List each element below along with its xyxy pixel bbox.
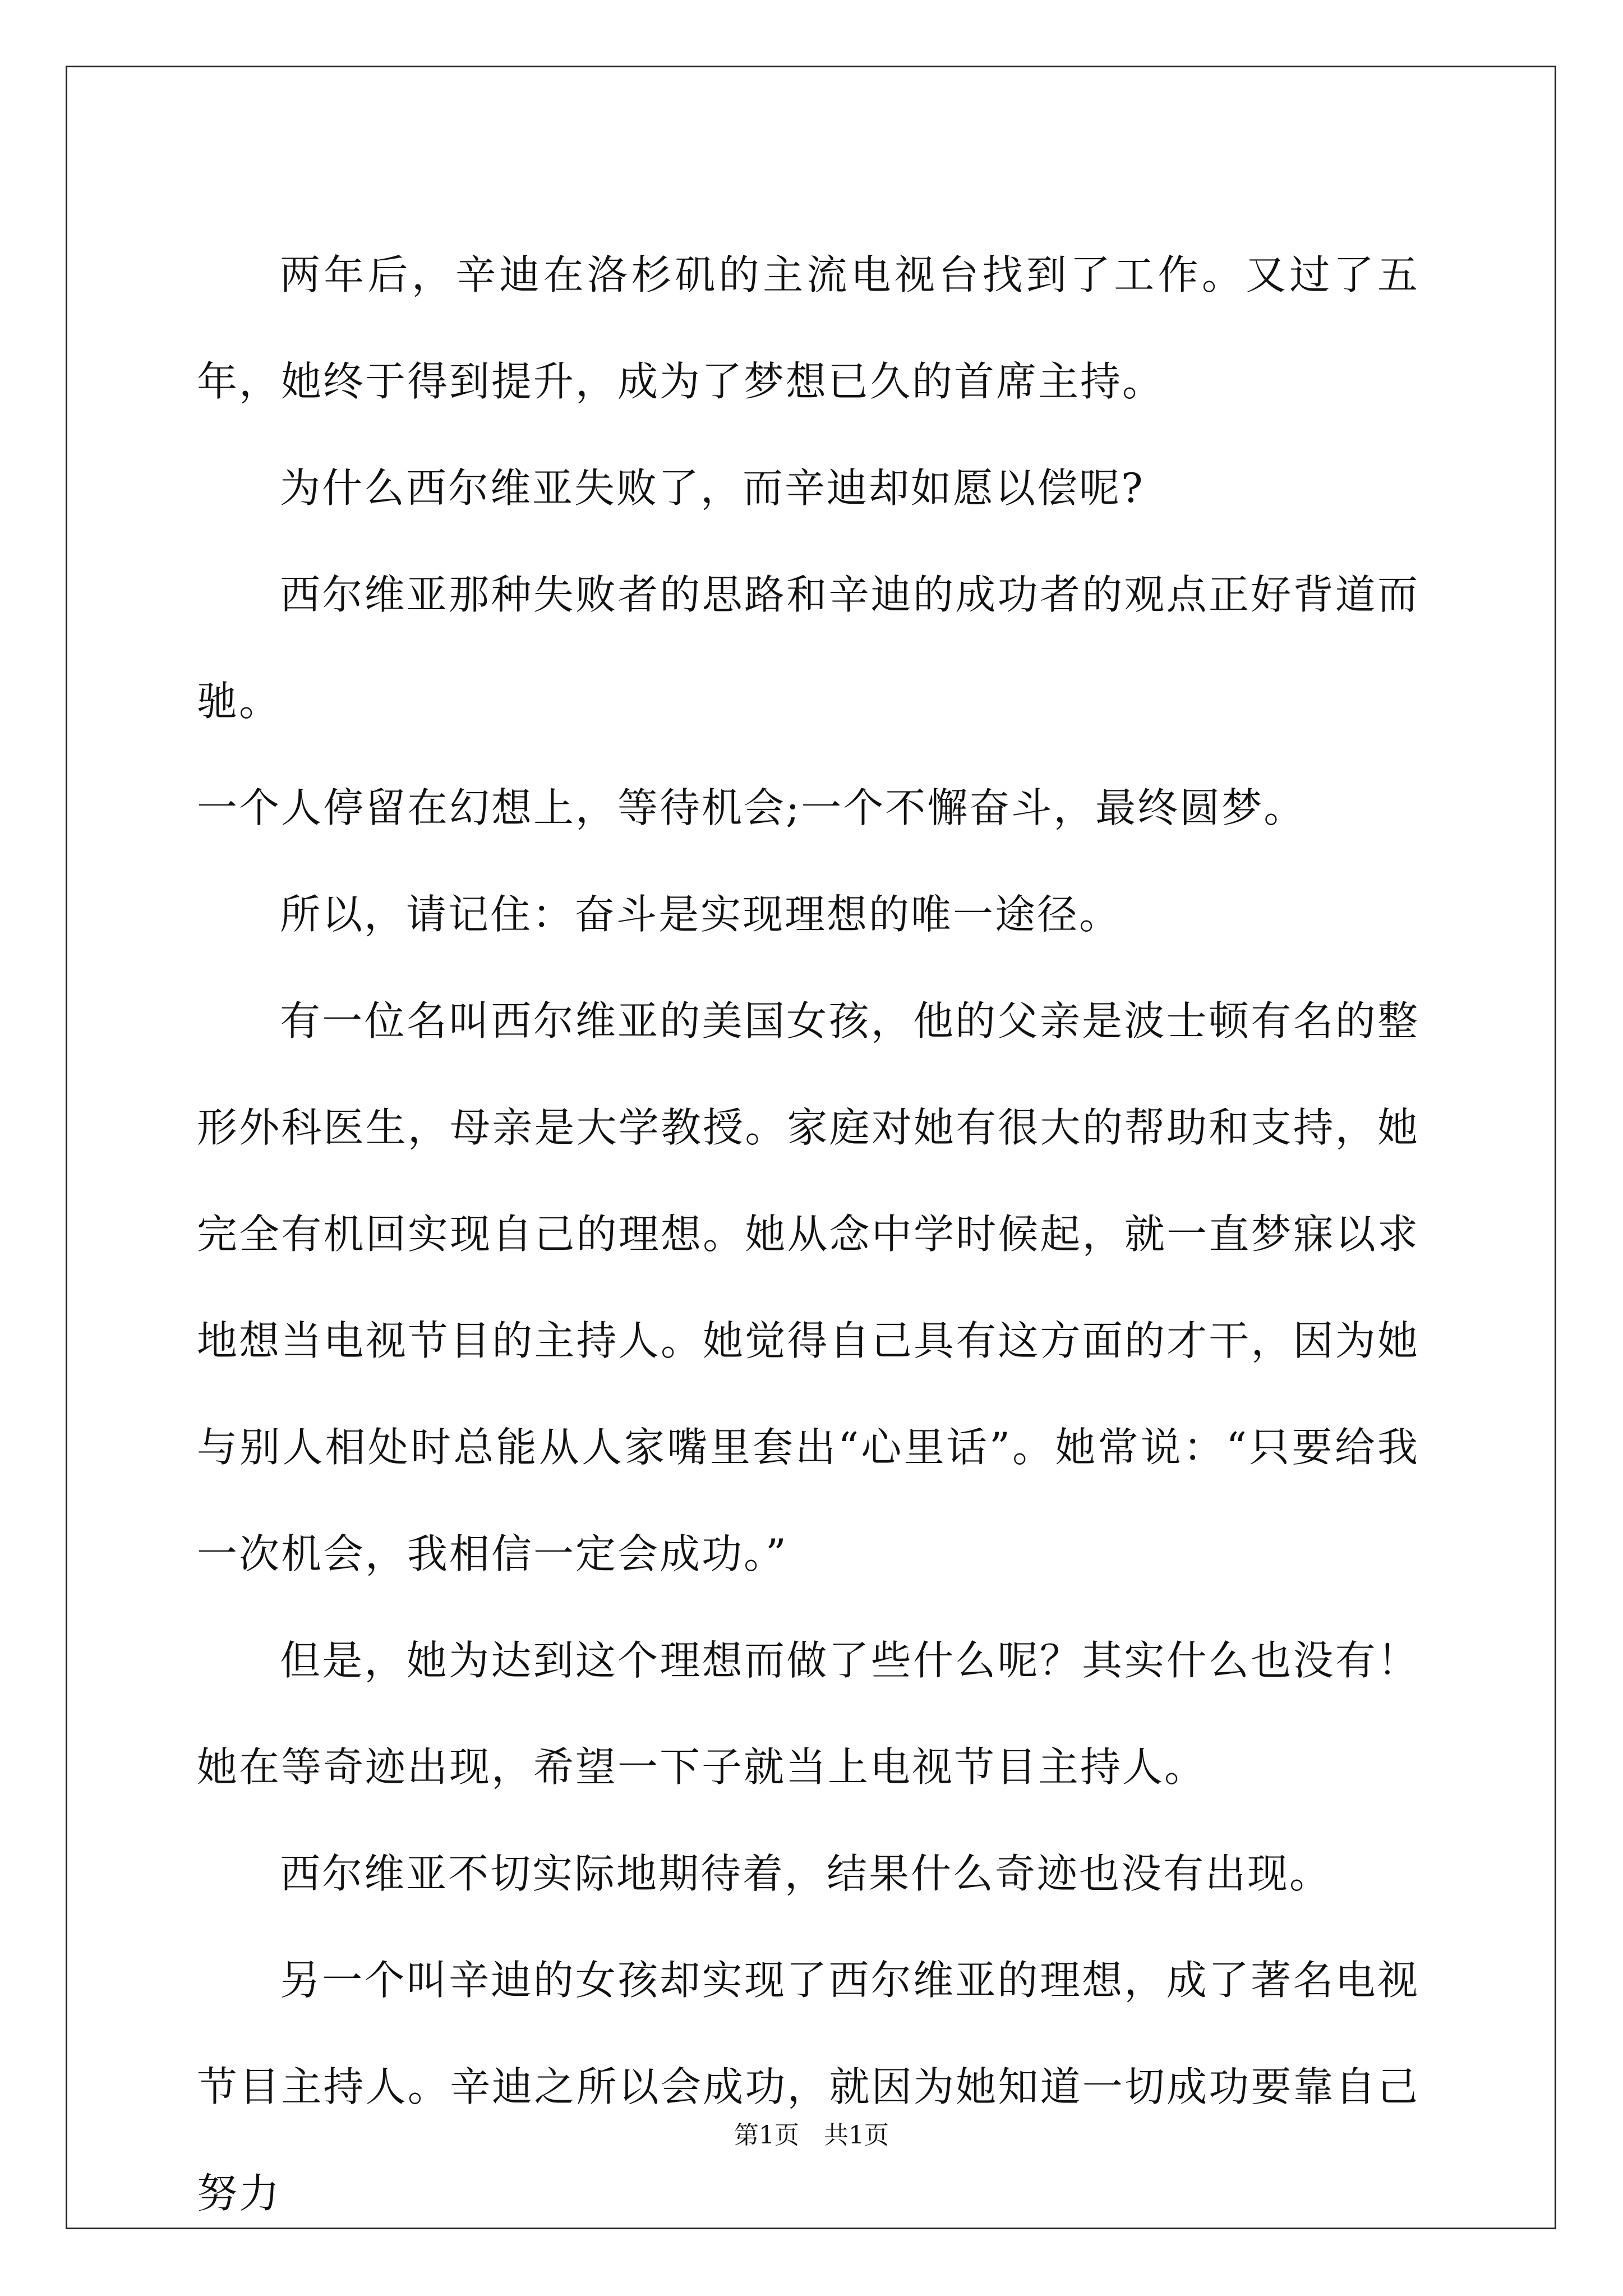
document-body bbox=[197, 222, 1419, 2247]
paragraph-9: 另一个叫辛迪的女孩却实现了西尔维亚的理想，成了著名电视节目主持人。辛迪之所以会成功，就因为她知道一切成功要靠自己努力 bbox=[197, 1957, 1419, 2217]
paragraph-8: 西尔维亚不切实际地期待着，结果什么奇迹也没有出现。 bbox=[280, 1850, 1332, 1897]
paragraph-3: 西尔维亚那种失败者的思路和辛迪的成功者的观点正好背道而驰。 bbox=[197, 571, 1419, 725]
paragraph-5: 所以，请记住：奋斗是实现理想的唯一途径。 bbox=[280, 891, 1122, 938]
paragraph-2: 为什么西尔维亚失败了，而辛迪却如愿以偿呢? bbox=[280, 464, 1145, 512]
paragraph-1: 两年后，辛迪在洛杉矶的主流电视台找到了工作。又过了五年，她终于得到提升，成为了梦想已久的首席主持。 bbox=[197, 251, 1419, 405]
paragraph-7: 但是，她为达到这个理想而做了些什么呢？其实什么也没有！她在等奇迹出现，希望一下子就当上电视节目主持人。 bbox=[197, 1637, 1419, 1791]
paragraph-6: 有一位名叫西尔维亚的美国女孩，他的父亲是波士顿有名的整形外科医生，母亲是大学教授。家庭对她有很大的帮助和支持，她完全有机回实现自己的理想。她从念中学时候起，就一直梦寐以求地想当电视节目的主持人。她觉得自己具有这方面的才干，因为她与别人相处时总能从人家嘴里套出“心里话”。她常说：“只要给我一次机会，我相信一定会成功。” bbox=[197, 997, 1419, 1577]
paragraph-4: 一个人停留在幻想上，等待机会;一个不懈奋斗，最终圆梦。 bbox=[197, 784, 1306, 831]
page-footer: 第1页 共1页 bbox=[734, 2121, 889, 2150]
